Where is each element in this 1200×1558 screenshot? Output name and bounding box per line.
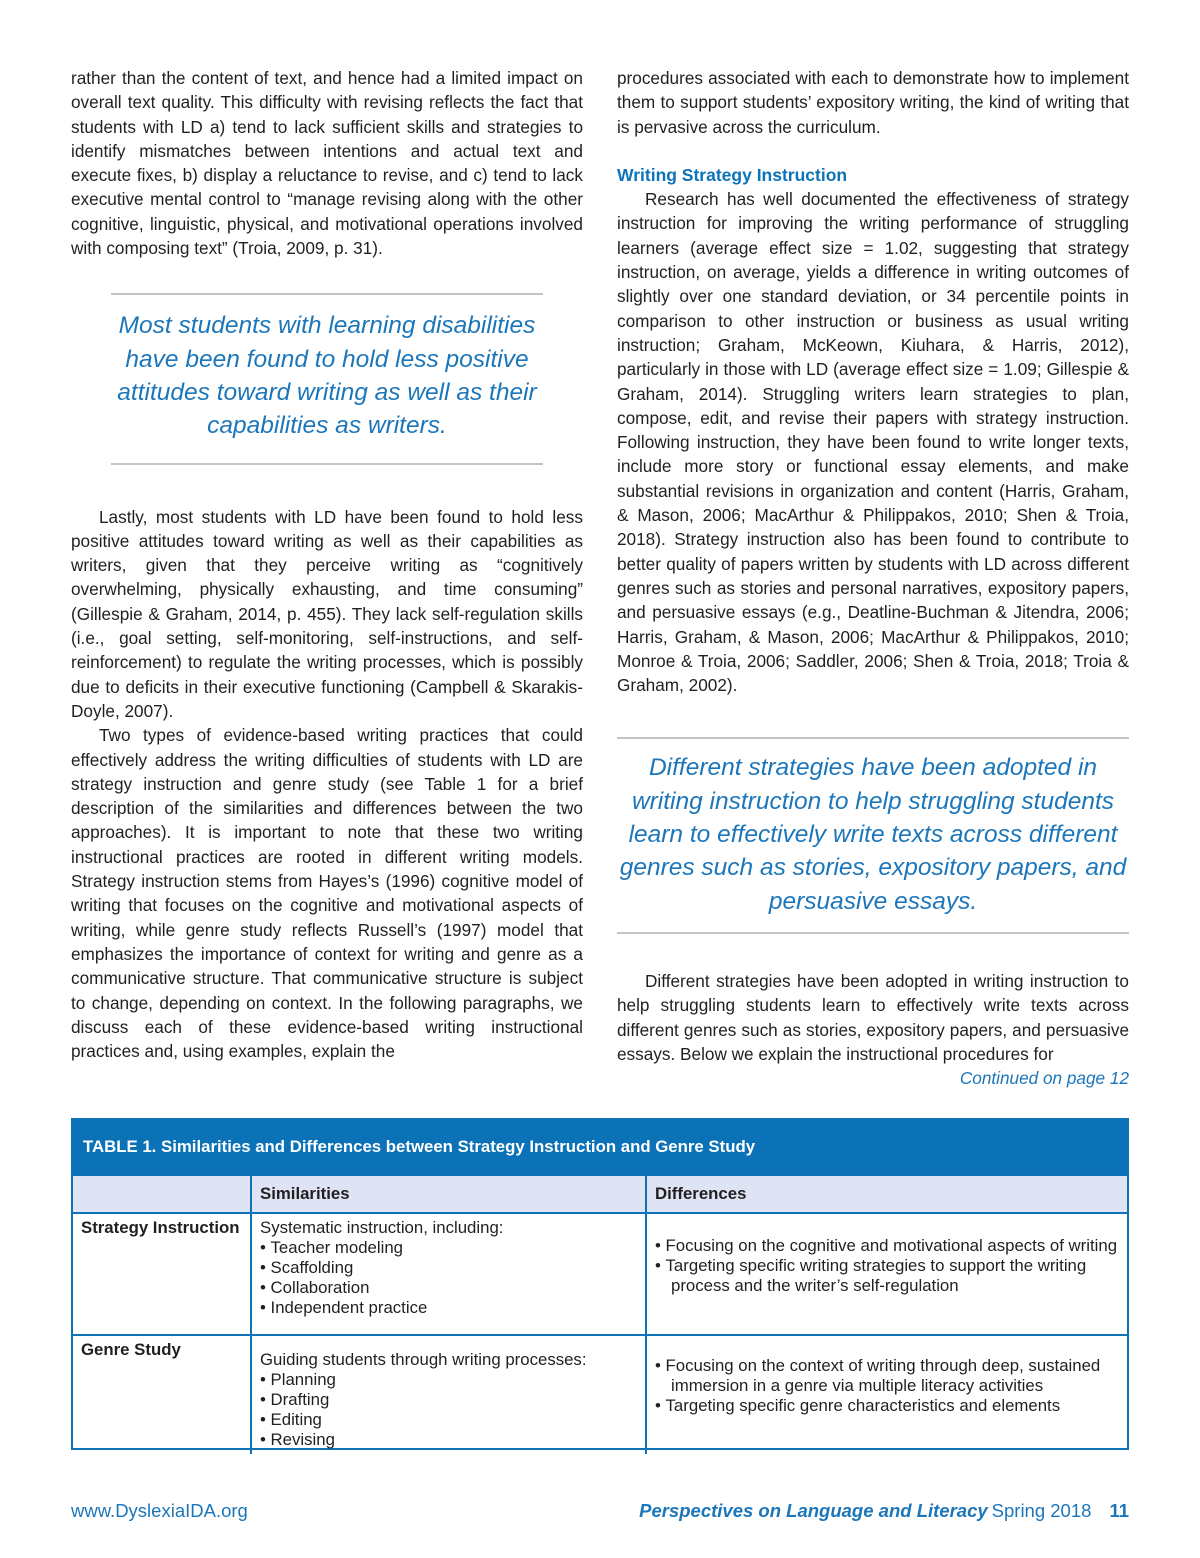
header-cell-similarities: Similarities — [252, 1176, 647, 1212]
page-footer — [71, 1500, 1129, 1526]
list-item: • Planning — [260, 1370, 637, 1390]
paragraph-research: Research has well documented the effectiveness of strategy instruction for improving the writing performance of struggling learners (average effect size = 1.02, suggesting that strategy instruction, on average, yields a difference in writing outcomes of slightly over one standard deviation, or 34 percentile points in comparison to other instruction or business as usual writing instruction; Graham, McKeown, Kiuhara, & Harris, 2012), particularly in those with LD (average effect size = 1.09; Gillespie & Graham, 2014). Struggling writers learn strategies to plan, compose, edit, and revise their papers with strategy instruction. Following instruction, they have been found to write longer texts, include more story or functional essay elements, and make substantial revisions in organization and content (Harris, Graham, & Mason, 2006; MacArthur & Philippakos, 2010; Shen & Troia, 2018). Strategy instruction also has been found to contribute to better quality of papers written by students with LD across different genres such as stories and personal narratives, expository papers, and persuasive essays (e.g., Deatline-Buchman & Jitendra, 2006; Harris, Graham, & Mason, 2006; MacArthur & Philippakos, 2010; Monroe & Troia, 2006; Saddler, 2006; Shen & Troia, 2018; Troia & Graham, 2002). — [617, 189, 1129, 696]
differences-cell — [647, 1336, 1127, 1454]
similarities-list — [260, 1370, 637, 1450]
row-label: Strategy Instruction — [73, 1214, 252, 1334]
similarities-intro: Guiding students through writing processes: — [260, 1350, 587, 1369]
list-item: • Drafting — [260, 1390, 637, 1410]
differences-cell — [647, 1214, 1127, 1334]
table-row — [73, 1212, 1127, 1334]
list-item: • Revising — [260, 1430, 637, 1450]
paragraph-two-types: Two types of evidence-based writing practices that could effectively address the writing difficulties of students with LD are strategy instruction and genre study (see Table 1 for a brief description of the similarities and differences between the two approaches). It is important to note that these two writing instructional practices are rooted in different writing models. Strategy instruction stems from Hayes’s (1996) cognitive model of writing that focuses on the cognitive and motivational aspects of writing, while genre study reflects Russell’s (1997) model that emphasizes the importance of context for writing and genre as a communicative structure. That communicative structure is subject to change, depending on context. In the following paragraphs, we discuss each of these evidence-based writing instructional practices and, using examples, explain the — [71, 725, 583, 1062]
journal-name: Perspectives on Language and Literacy — [639, 1500, 988, 1521]
header-cell-differences: Differences — [655, 1184, 747, 1203]
list-item: • Independent practice — [260, 1298, 637, 1318]
list-item: • Focusing on the cognitive and motivational aspects of writing — [655, 1236, 1119, 1256]
similarities-cell — [252, 1336, 647, 1454]
pull-quote: Different strategies have been adopted in writing instruction to help struggling students learn to effectively write texts across different genres such as stories, expository papers, and persuasive essays. — [617, 737, 1129, 933]
website-link[interactable]: www.DyslexiaIDA.org — [71, 1500, 248, 1521]
differences-list — [655, 1236, 1119, 1296]
similarities-cell — [252, 1214, 647, 1334]
section-heading: Writing Strategy Instruction — [617, 164, 848, 185]
list-item: • Targeting specific writing strategies to support the writing process and the writer’s self-regulation — [655, 1256, 1119, 1296]
paragraph-continued: rather than the content of text, and hence had a limited impact on overall text quality. This difficulty with revising reflects the fact that students with LD a) tend to lack sufficient skills and strategies to identify mismatches between intentions and actual text and execute fixes, b) display a reluctance to revise, and c) tend to lack executive mental control to “manage revising along with the other cognitive, linguistic, physical, and motivational operations involved with composing text” (Troia, 2009, p. 31). — [71, 68, 583, 259]
list-item: • Focusing on the context of writing through deep, sustained immersion in a genre via multiple literacy activities — [655, 1356, 1119, 1396]
page-number: 11 — [1109, 1500, 1129, 1521]
similarities-list — [260, 1238, 637, 1318]
row-label: Genre Study — [73, 1336, 252, 1454]
right-column — [617, 66, 1129, 1090]
list-item: • Teacher modeling — [260, 1238, 637, 1258]
table-row — [73, 1334, 1127, 1454]
pull-quote: Most students with learning disabilities have been found to hold less positive attitudes toward writing as well as their capabilities as writers. — [111, 293, 543, 464]
footer-publication — [639, 1500, 1129, 1522]
issue-label: Spring 2018 — [991, 1500, 1092, 1521]
left-column — [71, 66, 583, 1063]
list-item: • Scaffolding — [260, 1258, 637, 1278]
continued-link[interactable]: Continued on page 12 — [959, 1068, 1129, 1089]
list-item: • Editing — [260, 1410, 637, 1430]
list-item: • Collaboration — [260, 1278, 637, 1298]
table-header-row — [73, 1174, 1127, 1212]
paragraph-different: Different strategies have been adopted in writing instruction to help struggling students learn to effectively write texts across different genres such as stories, expository papers, and persuasive essays. Below we explain the instructional procedures for — [617, 970, 1129, 1064]
table-title: TABLE 1. Similarities and Differences between Strategy Instruction and Genre Study — [73, 1120, 1127, 1174]
differences-list — [655, 1356, 1119, 1416]
paragraph-lastly: Lastly, most students with LD have been found to hold less positive attitudes toward writing as well as their capabilities as writers, given that they perceive writing as “cognitively overwhelming, physically exhausting, and time consuming” (Gillespie & Graham, 2014, p. 455). They lack self-regulation skills (i.e., goal setting, self-monitoring, self-instructions, and self-reinforcement) to regulate the writing processes, which is possibly due to deficits in their executive functioning (Campbell & Skarakis-Doyle, 2007). — [71, 506, 583, 721]
similarities-intro: Systematic instruction, including: — [260, 1218, 504, 1237]
header-cell-empty — [73, 1176, 252, 1212]
paragraph-continued: procedures associated with each to demonstrate how to implement them to support students’ expository writing, the kind of writing that is pervasive across the curriculum. — [617, 68, 1129, 137]
list-item: • Targeting specific genre characteristics and elements — [655, 1396, 1119, 1416]
comparison-table — [71, 1118, 1129, 1450]
